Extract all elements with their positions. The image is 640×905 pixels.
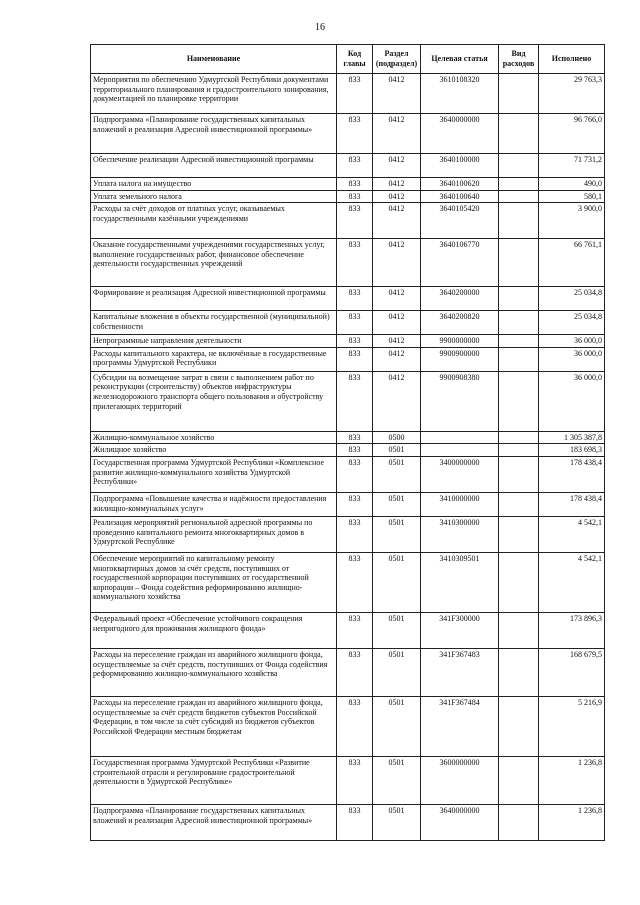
row-target-cell: 3410300000 xyxy=(421,516,499,552)
row-kind-cell xyxy=(499,203,539,239)
header-section: Раздел (подраздел) xyxy=(373,45,421,74)
row-section-cell: 0501 xyxy=(373,804,421,840)
row-name-cell: Уплата земельного налога xyxy=(91,190,337,203)
row-amount-cell: 183 698,3 xyxy=(539,444,605,457)
table-row xyxy=(91,492,605,516)
row-target-cell: 3640200820 xyxy=(421,311,499,335)
row-code-cell: 833 xyxy=(337,74,373,114)
row-amount-cell: 168 679,5 xyxy=(539,648,605,696)
row-name-cell: Капитальные вложения в объекты государственной (муниципальной) собственности xyxy=(91,311,337,335)
row-code-cell: 833 xyxy=(337,287,373,311)
row-kind-cell xyxy=(499,287,539,311)
table-row xyxy=(91,287,605,311)
row-amount-cell: 25 034,8 xyxy=(539,287,605,311)
row-kind-cell xyxy=(499,612,539,648)
row-name-cell: Обеспечение реализации Адресной инвестиционной программы xyxy=(91,154,337,178)
row-code-cell: 833 xyxy=(337,804,373,840)
table-row xyxy=(91,696,605,756)
row-target-cell: 3410000000 xyxy=(421,492,499,516)
row-section-cell: 0500 xyxy=(373,431,421,444)
header-code: Код главы xyxy=(337,45,373,74)
table-row xyxy=(91,456,605,492)
row-section-cell: 0412 xyxy=(373,347,421,371)
table-row xyxy=(91,239,605,287)
row-section-cell: 0412 xyxy=(373,114,421,154)
row-kind-cell xyxy=(499,335,539,348)
row-section-cell: 0412 xyxy=(373,190,421,203)
row-code-cell: 833 xyxy=(337,347,373,371)
row-target-cell: 9900900000 xyxy=(421,347,499,371)
table-row xyxy=(91,190,605,203)
row-kind-cell xyxy=(499,239,539,287)
row-amount-cell: 36 000,0 xyxy=(539,371,605,431)
row-section-cell: 0501 xyxy=(373,612,421,648)
row-amount-cell: 3 900,0 xyxy=(539,203,605,239)
row-target-cell: 3640200000 xyxy=(421,287,499,311)
row-code-cell: 833 xyxy=(337,756,373,804)
row-code-cell: 833 xyxy=(337,114,373,154)
row-name-cell: Государственная программа Удмуртской Республики «Комплексное развитие жилищно-коммунального хозяйства Удмуртской Республики» xyxy=(91,456,337,492)
row-target-cell: 3610108320 xyxy=(421,74,499,114)
row-name-cell: Расходы на переселение граждан из аварийного жилищного фонда, осуществляемые за счёт средств, поступивших от Фонда содействия реформированию жилищно-коммунального хозяйства xyxy=(91,648,337,696)
table-row xyxy=(91,154,605,178)
row-amount-cell: 36 000,0 xyxy=(539,347,605,371)
row-amount-cell: 4 542,1 xyxy=(539,516,605,552)
header-target: Целевая статья xyxy=(421,45,499,74)
row-amount-cell: 1 236,8 xyxy=(539,804,605,840)
row-amount-cell: 178 438,4 xyxy=(539,456,605,492)
row-kind-cell xyxy=(499,492,539,516)
row-name-cell: Мероприятия по обеспечению Удмуртской Республики документами территориального планирования и градостроительного зонирования, документацией по планировке территории xyxy=(91,74,337,114)
row-name-cell: Субсидии на возмещение затрат в связи с выполнением работ по реконструкции (строительству) объектов инфраструктуры железнодорожного транспорта общего пользования и обустройству прилегающих территорий xyxy=(91,371,337,431)
row-name-cell: Непрограммные направления деятельности xyxy=(91,335,337,348)
table-row xyxy=(91,371,605,431)
row-amount-cell: 178 438,4 xyxy=(539,492,605,516)
row-kind-cell xyxy=(499,756,539,804)
row-code-cell: 833 xyxy=(337,154,373,178)
row-target-cell: 341F367484 xyxy=(421,696,499,756)
row-name-cell: Федеральный проект «Обеспечение устойчивого сокращения непригодного для проживания жилищного фонда» xyxy=(91,612,337,648)
row-target-cell: 3640100640 xyxy=(421,190,499,203)
table-row xyxy=(91,552,605,612)
row-kind-cell xyxy=(499,431,539,444)
row-name-cell: Расходы за счёт доходов от платных услуг, оказываемых государственными казёнными учреждениями xyxy=(91,203,337,239)
row-amount-cell: 25 034,8 xyxy=(539,311,605,335)
row-code-cell: 833 xyxy=(337,203,373,239)
row-target-cell: 9900000000 xyxy=(421,335,499,348)
row-kind-cell xyxy=(499,311,539,335)
row-kind-cell xyxy=(499,178,539,191)
row-amount-cell: 71 731,2 xyxy=(539,154,605,178)
table-row xyxy=(91,114,605,154)
row-amount-cell: 173 896,3 xyxy=(539,612,605,648)
table-row xyxy=(91,74,605,114)
row-section-cell: 0501 xyxy=(373,456,421,492)
row-target-cell: 3640106770 xyxy=(421,239,499,287)
row-amount-cell: 96 766,0 xyxy=(539,114,605,154)
row-kind-cell xyxy=(499,444,539,457)
row-target-cell xyxy=(421,444,499,457)
row-kind-cell xyxy=(499,696,539,756)
row-name-cell: Подпрограмма «Планирование государственных капитальных вложений и реализация Адресной инвестиционной программы» xyxy=(91,114,337,154)
row-kind-cell xyxy=(499,456,539,492)
row-section-cell: 0501 xyxy=(373,552,421,612)
row-code-cell: 833 xyxy=(337,335,373,348)
row-target-cell: 341F300000 xyxy=(421,612,499,648)
row-kind-cell xyxy=(499,74,539,114)
row-section-cell: 0501 xyxy=(373,756,421,804)
row-name-cell: Жилищно-коммунальное хозяйство xyxy=(91,431,337,444)
row-name-cell: Подпрограмма «Планирование государственных капитальных вложений и реализация Адресной инвестиционной программы» xyxy=(91,804,337,840)
row-target-cell xyxy=(421,431,499,444)
row-name-cell: Подпрограмма «Повышение качества и надёжности предоставления жилищно-коммунальных услуг» xyxy=(91,492,337,516)
table-row xyxy=(91,804,605,840)
row-target-cell: 3640000000 xyxy=(421,804,499,840)
row-target-cell: 3400000000 xyxy=(421,456,499,492)
row-section-cell: 0412 xyxy=(373,154,421,178)
row-section-cell: 0501 xyxy=(373,648,421,696)
row-section-cell: 0501 xyxy=(373,444,421,457)
row-section-cell: 0412 xyxy=(373,335,421,348)
row-target-cell: 3600000000 xyxy=(421,756,499,804)
row-code-cell: 833 xyxy=(337,552,373,612)
row-code-cell: 833 xyxy=(337,431,373,444)
row-target-cell: 341F367483 xyxy=(421,648,499,696)
row-amount-cell: 5 216,9 xyxy=(539,696,605,756)
header-amount: Исполнено xyxy=(539,45,605,74)
row-amount-cell: 1 305 387,8 xyxy=(539,431,605,444)
table-row xyxy=(91,444,605,457)
row-name-cell: Реализация мероприятий региональной адресной программы по проведению капитального ремонта многоквартирных домов в Удмуртской Республике xyxy=(91,516,337,552)
row-section-cell: 0412 xyxy=(373,203,421,239)
row-amount-cell: 580,1 xyxy=(539,190,605,203)
row-section-cell: 0501 xyxy=(373,516,421,552)
row-name-cell: Государственная программа Удмуртской Республики «Развитие строительной отрасли и регулирование градостроительной деятельности в Удмуртской Республике» xyxy=(91,756,337,804)
header-kind: Вид расходов xyxy=(499,45,539,74)
row-code-cell: 833 xyxy=(337,178,373,191)
table-row xyxy=(91,311,605,335)
table-row xyxy=(91,203,605,239)
row-target-cell: 9900908380 xyxy=(421,371,499,431)
row-kind-cell xyxy=(499,154,539,178)
row-kind-cell xyxy=(499,804,539,840)
row-amount-cell: 66 761,1 xyxy=(539,239,605,287)
row-target-cell: 3640100620 xyxy=(421,178,499,191)
row-code-cell: 833 xyxy=(337,239,373,287)
row-amount-cell: 490,0 xyxy=(539,178,605,191)
row-section-cell: 0501 xyxy=(373,492,421,516)
table-row xyxy=(91,612,605,648)
row-kind-cell xyxy=(499,347,539,371)
row-name-cell: Формирование и реализация Адресной инвестиционной программы xyxy=(91,287,337,311)
row-name-cell: Расходы капитального характера, не включённые в государственные программы Удмуртской Республики xyxy=(91,347,337,371)
budget-table xyxy=(90,44,605,841)
row-name-cell: Обеспечение мероприятий по капитальному ремонту многоквартирных домов за счёт средств, поступивших от государственной корпорации поступивших от государственной корпорации – Фонда содействия реформированию жилищно-коммунального хозяйства xyxy=(91,552,337,612)
row-code-cell: 833 xyxy=(337,612,373,648)
row-kind-cell xyxy=(499,371,539,431)
row-target-cell: 3410309501 xyxy=(421,552,499,612)
row-code-cell: 833 xyxy=(337,516,373,552)
table-row xyxy=(91,335,605,348)
row-code-cell: 833 xyxy=(337,456,373,492)
row-name-cell: Жилищное хозяйство xyxy=(91,444,337,457)
table-row xyxy=(91,347,605,371)
row-code-cell: 833 xyxy=(337,311,373,335)
table-row xyxy=(91,756,605,804)
row-kind-cell xyxy=(499,552,539,612)
row-kind-cell xyxy=(499,190,539,203)
row-amount-cell: 29 763,3 xyxy=(539,74,605,114)
table-row xyxy=(91,516,605,552)
row-amount-cell: 1 236,8 xyxy=(539,756,605,804)
row-section-cell: 0412 xyxy=(373,239,421,287)
row-code-cell: 833 xyxy=(337,444,373,457)
row-section-cell: 0501 xyxy=(373,696,421,756)
page-number: 16 xyxy=(315,22,325,33)
row-name-cell: Расходы на переселение граждан из аварийного жилищного фонда, осуществляемые за счёт средств бюджетов субъектов Российской Федерации, в том числе за счёт субсидий из бюджетов субъектов Российской Федерации местным бюджетам xyxy=(91,696,337,756)
table-body xyxy=(91,74,605,841)
table-header-row xyxy=(91,45,605,74)
header-name: Наименование xyxy=(91,45,337,74)
row-kind-cell xyxy=(499,114,539,154)
row-kind-cell xyxy=(499,516,539,552)
row-name-cell: Оказание государственными учреждениями государственных услуг, выполнение государственных работ, финансовое обеспечение деятельности государственных учреждений xyxy=(91,239,337,287)
table-row xyxy=(91,648,605,696)
row-section-cell: 0412 xyxy=(373,178,421,191)
row-section-cell: 0412 xyxy=(373,74,421,114)
row-code-cell: 833 xyxy=(337,492,373,516)
row-amount-cell: 4 542,1 xyxy=(539,552,605,612)
row-target-cell: 3640105420 xyxy=(421,203,499,239)
row-target-cell: 3640000000 xyxy=(421,114,499,154)
table-row xyxy=(91,431,605,444)
row-code-cell: 833 xyxy=(337,190,373,203)
row-kind-cell xyxy=(499,648,539,696)
row-code-cell: 833 xyxy=(337,371,373,431)
row-section-cell: 0412 xyxy=(373,287,421,311)
row-code-cell: 833 xyxy=(337,696,373,756)
row-amount-cell: 36 000,0 xyxy=(539,335,605,348)
row-section-cell: 0412 xyxy=(373,371,421,431)
table-row xyxy=(91,178,605,191)
row-code-cell: 833 xyxy=(337,648,373,696)
row-target-cell: 3640100000 xyxy=(421,154,499,178)
row-name-cell: Уплата налога на имущество xyxy=(91,178,337,191)
row-section-cell: 0412 xyxy=(373,311,421,335)
